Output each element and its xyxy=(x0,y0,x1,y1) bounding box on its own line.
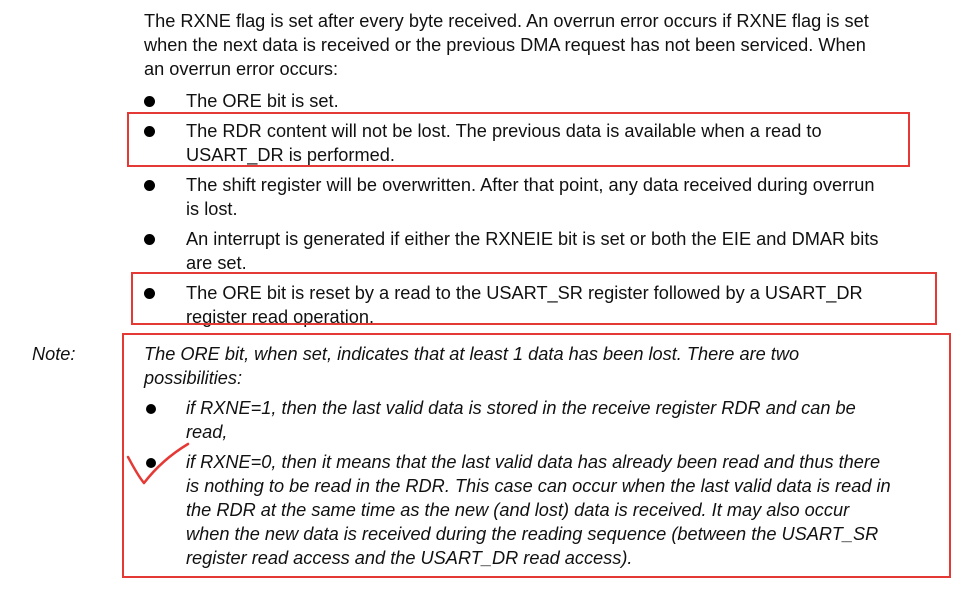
bullet-5-line-2: register read operation. xyxy=(186,307,375,327)
note-line-1: The ORE bit, when set, indicates that at least 1 data has been lost. There are two xyxy=(144,344,800,364)
intro-line-3: an overrun error occurs: xyxy=(144,59,339,79)
bullet-icon xyxy=(144,180,155,191)
bullet-3-line-2: is lost. xyxy=(186,199,238,219)
bullet-4-line-2: are set. xyxy=(186,253,247,273)
bullet-icon xyxy=(144,96,155,107)
intro-line-1: The RXNE flag is set after every byte received. An overrun error occurs if RXNE flag is set xyxy=(144,11,869,31)
bullet-5-line-1: The ORE bit is reset by a read to the USART_SR register followed by a USART_DR xyxy=(186,283,863,303)
bullet-3-line-1: The shift register will be overwritten. After that point, any data received during overrun xyxy=(186,175,875,195)
note-label: Note: xyxy=(32,344,76,364)
note-bullet-2-line-1: if RXNE=0, then it means that the last valid data has already been read and thus there xyxy=(186,452,881,472)
bullet-icon xyxy=(144,126,155,137)
bullet-icon xyxy=(144,234,155,245)
bullet-2-line-2: USART_DR is performed. xyxy=(186,145,395,165)
note-line-2: possibilities: xyxy=(144,368,243,388)
note-bullet-2-line-3: the RDR at the same time as the new (and lost) data is received. It may also occur xyxy=(186,500,850,520)
bullet-icon xyxy=(144,288,155,299)
bullet-icon xyxy=(146,404,156,414)
note-paragraph xyxy=(144,342,934,390)
bullet-4-line-1: An interrupt is generated if either the RXNEIE bit is set or both the EIE and DMAR bits xyxy=(186,229,879,249)
checkmark-icon xyxy=(124,440,194,500)
note-bullet-1-line-1: if RXNE=1, then the last valid data is stored in the receive register RDR and can be xyxy=(186,398,856,418)
note-bullet-2-line-2: is nothing to be read in the RDR. This case can occur when the last valid data is read in xyxy=(186,476,891,496)
bullet-2-line-1: The RDR content will not be lost. The previous data is available when a read to xyxy=(186,121,822,141)
note-bullet-2-line-4: when the new data is received during the reading sequence (between the USART_SR xyxy=(186,524,879,544)
intro-line-2: when the next data is received or the previous DMA request has not been serviced. When xyxy=(144,35,866,55)
note-bullet-2-line-5: register read access and the USART_DR read access). xyxy=(186,548,633,568)
bullet-1-line-1: The ORE bit is set. xyxy=(186,91,339,111)
note-bullet-1-line-2: read, xyxy=(186,422,228,442)
intro-paragraph xyxy=(144,9,964,81)
